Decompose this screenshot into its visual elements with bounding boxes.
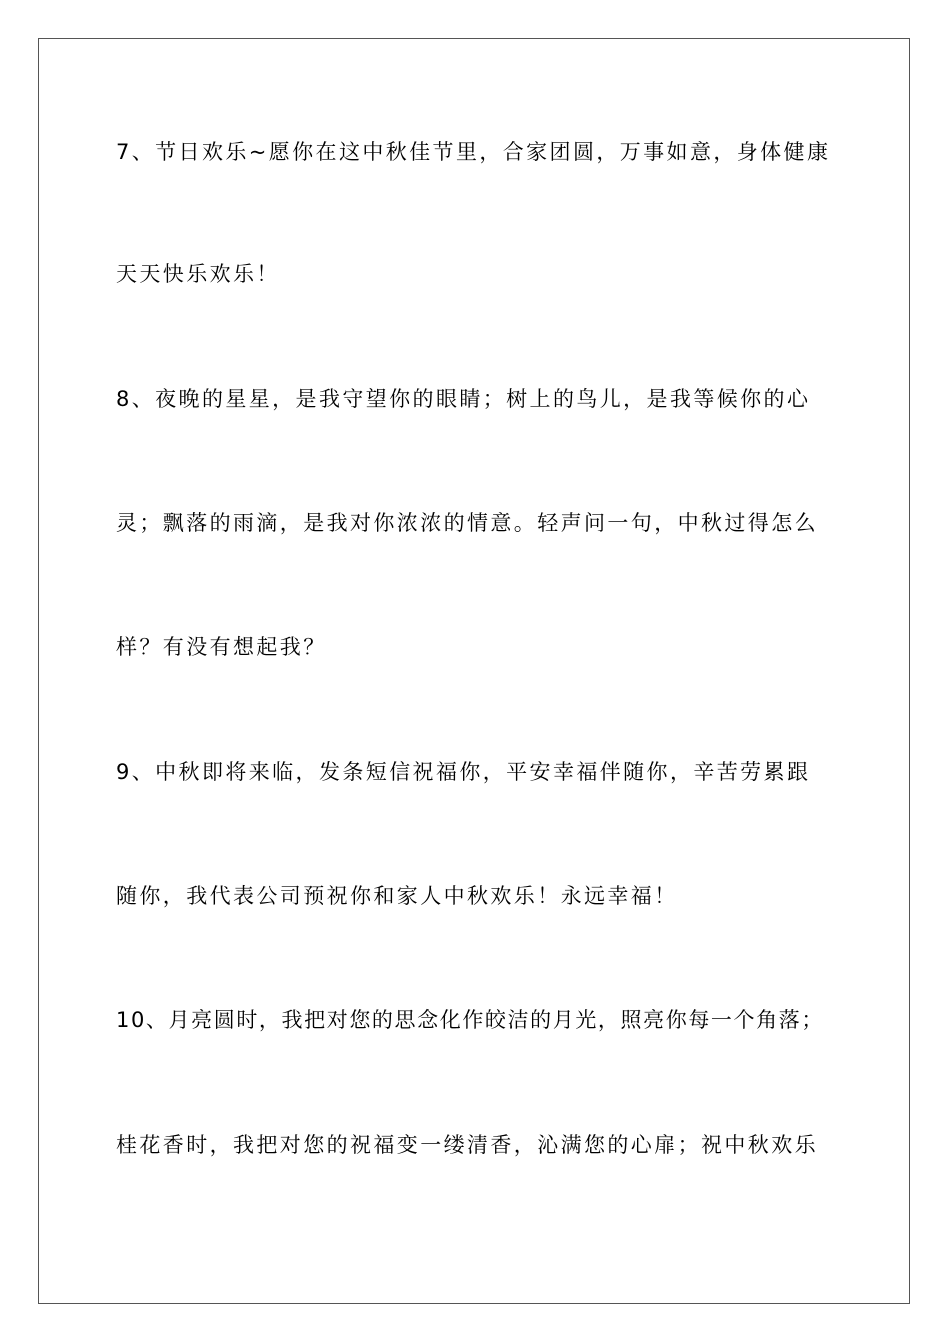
text-line-7: 随你，我代表公司预祝你和家人中秋欢乐！永远幸福！ xyxy=(116,884,678,908)
text-line-6: 9、中秋即将来临，发条短信祝福你，平安幸福伴随你，辛苦劳累跟 xyxy=(116,760,811,784)
text-line-1: 7、节日欢乐~愿你在这中秋佳节里，合家团圆，万事如意，身体健康 xyxy=(116,140,831,164)
text-line-9: 桂花香时，我把对您的祝福变一缕清香，沁满您的心扉；祝中秋欢乐 xyxy=(116,1133,818,1157)
text-line-5: 样？有没有想起我？ xyxy=(116,635,327,659)
text-line-4: 灵；飘落的雨滴，是我对你浓浓的情意。轻声问一句，中秋过得怎么 xyxy=(116,511,818,535)
page-frame xyxy=(38,38,910,1304)
text-line-2: 天天快乐欢乐！ xyxy=(116,262,280,286)
text-line-8: 10、月亮圆时，我把对您的思念化作皎洁的月光，照亮你每一个角落； xyxy=(116,1008,824,1032)
text-line-3: 8、夜晚的星星，是我守望你的眼睛；树上的鸟儿，是我等候你的心 xyxy=(116,387,811,411)
